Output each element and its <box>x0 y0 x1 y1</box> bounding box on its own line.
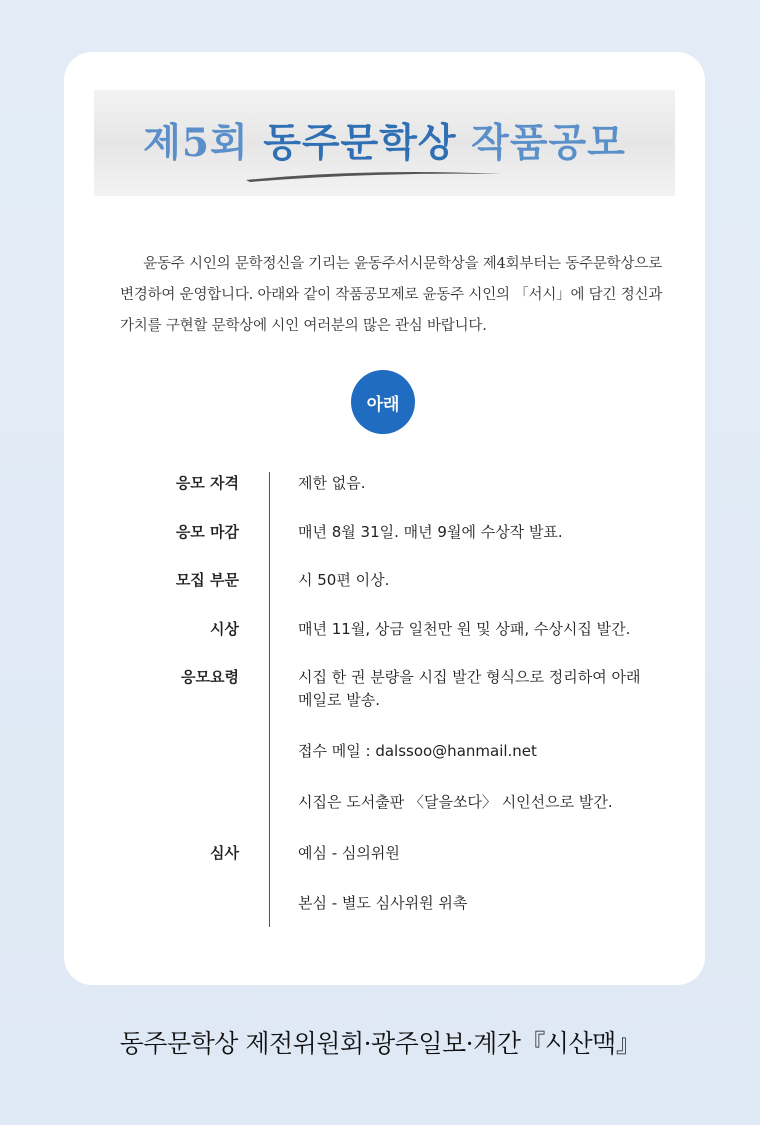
title-call: 작품공모 <box>456 120 626 166</box>
title-edition: 제5회 <box>143 120 264 166</box>
row-value: 제한 없음. <box>298 474 366 492</box>
below-badge: 아래 <box>351 370 415 434</box>
brush-swoosh-decoration <box>244 166 504 184</box>
row-value: 본심 - 별도 심사위원 위촉 <box>298 894 468 912</box>
row-value: 시 50편 이상. <box>298 571 390 589</box>
column-divider <box>269 472 270 927</box>
row-label: 모집 부문 <box>175 571 239 589</box>
row-label: 심사 <box>210 844 239 862</box>
row-label: 응모 자격 <box>175 474 239 492</box>
row-value: 시집 한 권 분량을 시집 발간 형식으로 정리하여 아래 메일로 발송. <box>298 668 641 709</box>
announcement-card <box>64 52 705 985</box>
row-value: 예심 - 심의위원 <box>298 844 400 862</box>
title-award: 동주문학상 <box>263 120 457 166</box>
row-value: 매년 11월, 상금 일천만 원 및 상패, 수상시집 발간. <box>298 620 631 638</box>
row-label: 응모 마감 <box>175 523 239 541</box>
organizer-footer: 동주문학상 제전위원회·광주일보·계간『시산맥』 <box>119 1029 641 1058</box>
row-value: 시집은 도서출판 〈달을쏘다〉 시인선으로 발간. <box>298 793 613 811</box>
intro-paragraph: 윤동주 시인의 문학정신을 기리는 윤동주서시문학상을 제4회부터는 동주문학상으로 변경하여 운영합니다. 아래와 같이 작품공모제로 윤동주 시인의 「서시」에 담긴 정신과 가치를 구현할 문학상에 시인 여러분의 많은 관심 바랍니다. <box>120 256 663 334</box>
row-value: 접수 메일 : dalssoo@hanmail.net <box>298 742 537 760</box>
title-banner <box>94 90 675 196</box>
row-label: 응모요령 <box>181 668 239 686</box>
page-title <box>94 112 675 168</box>
row-label: 시상 <box>210 620 239 638</box>
row-value: 매년 8월 31일. 매년 9월에 수상작 발표. <box>298 523 563 541</box>
